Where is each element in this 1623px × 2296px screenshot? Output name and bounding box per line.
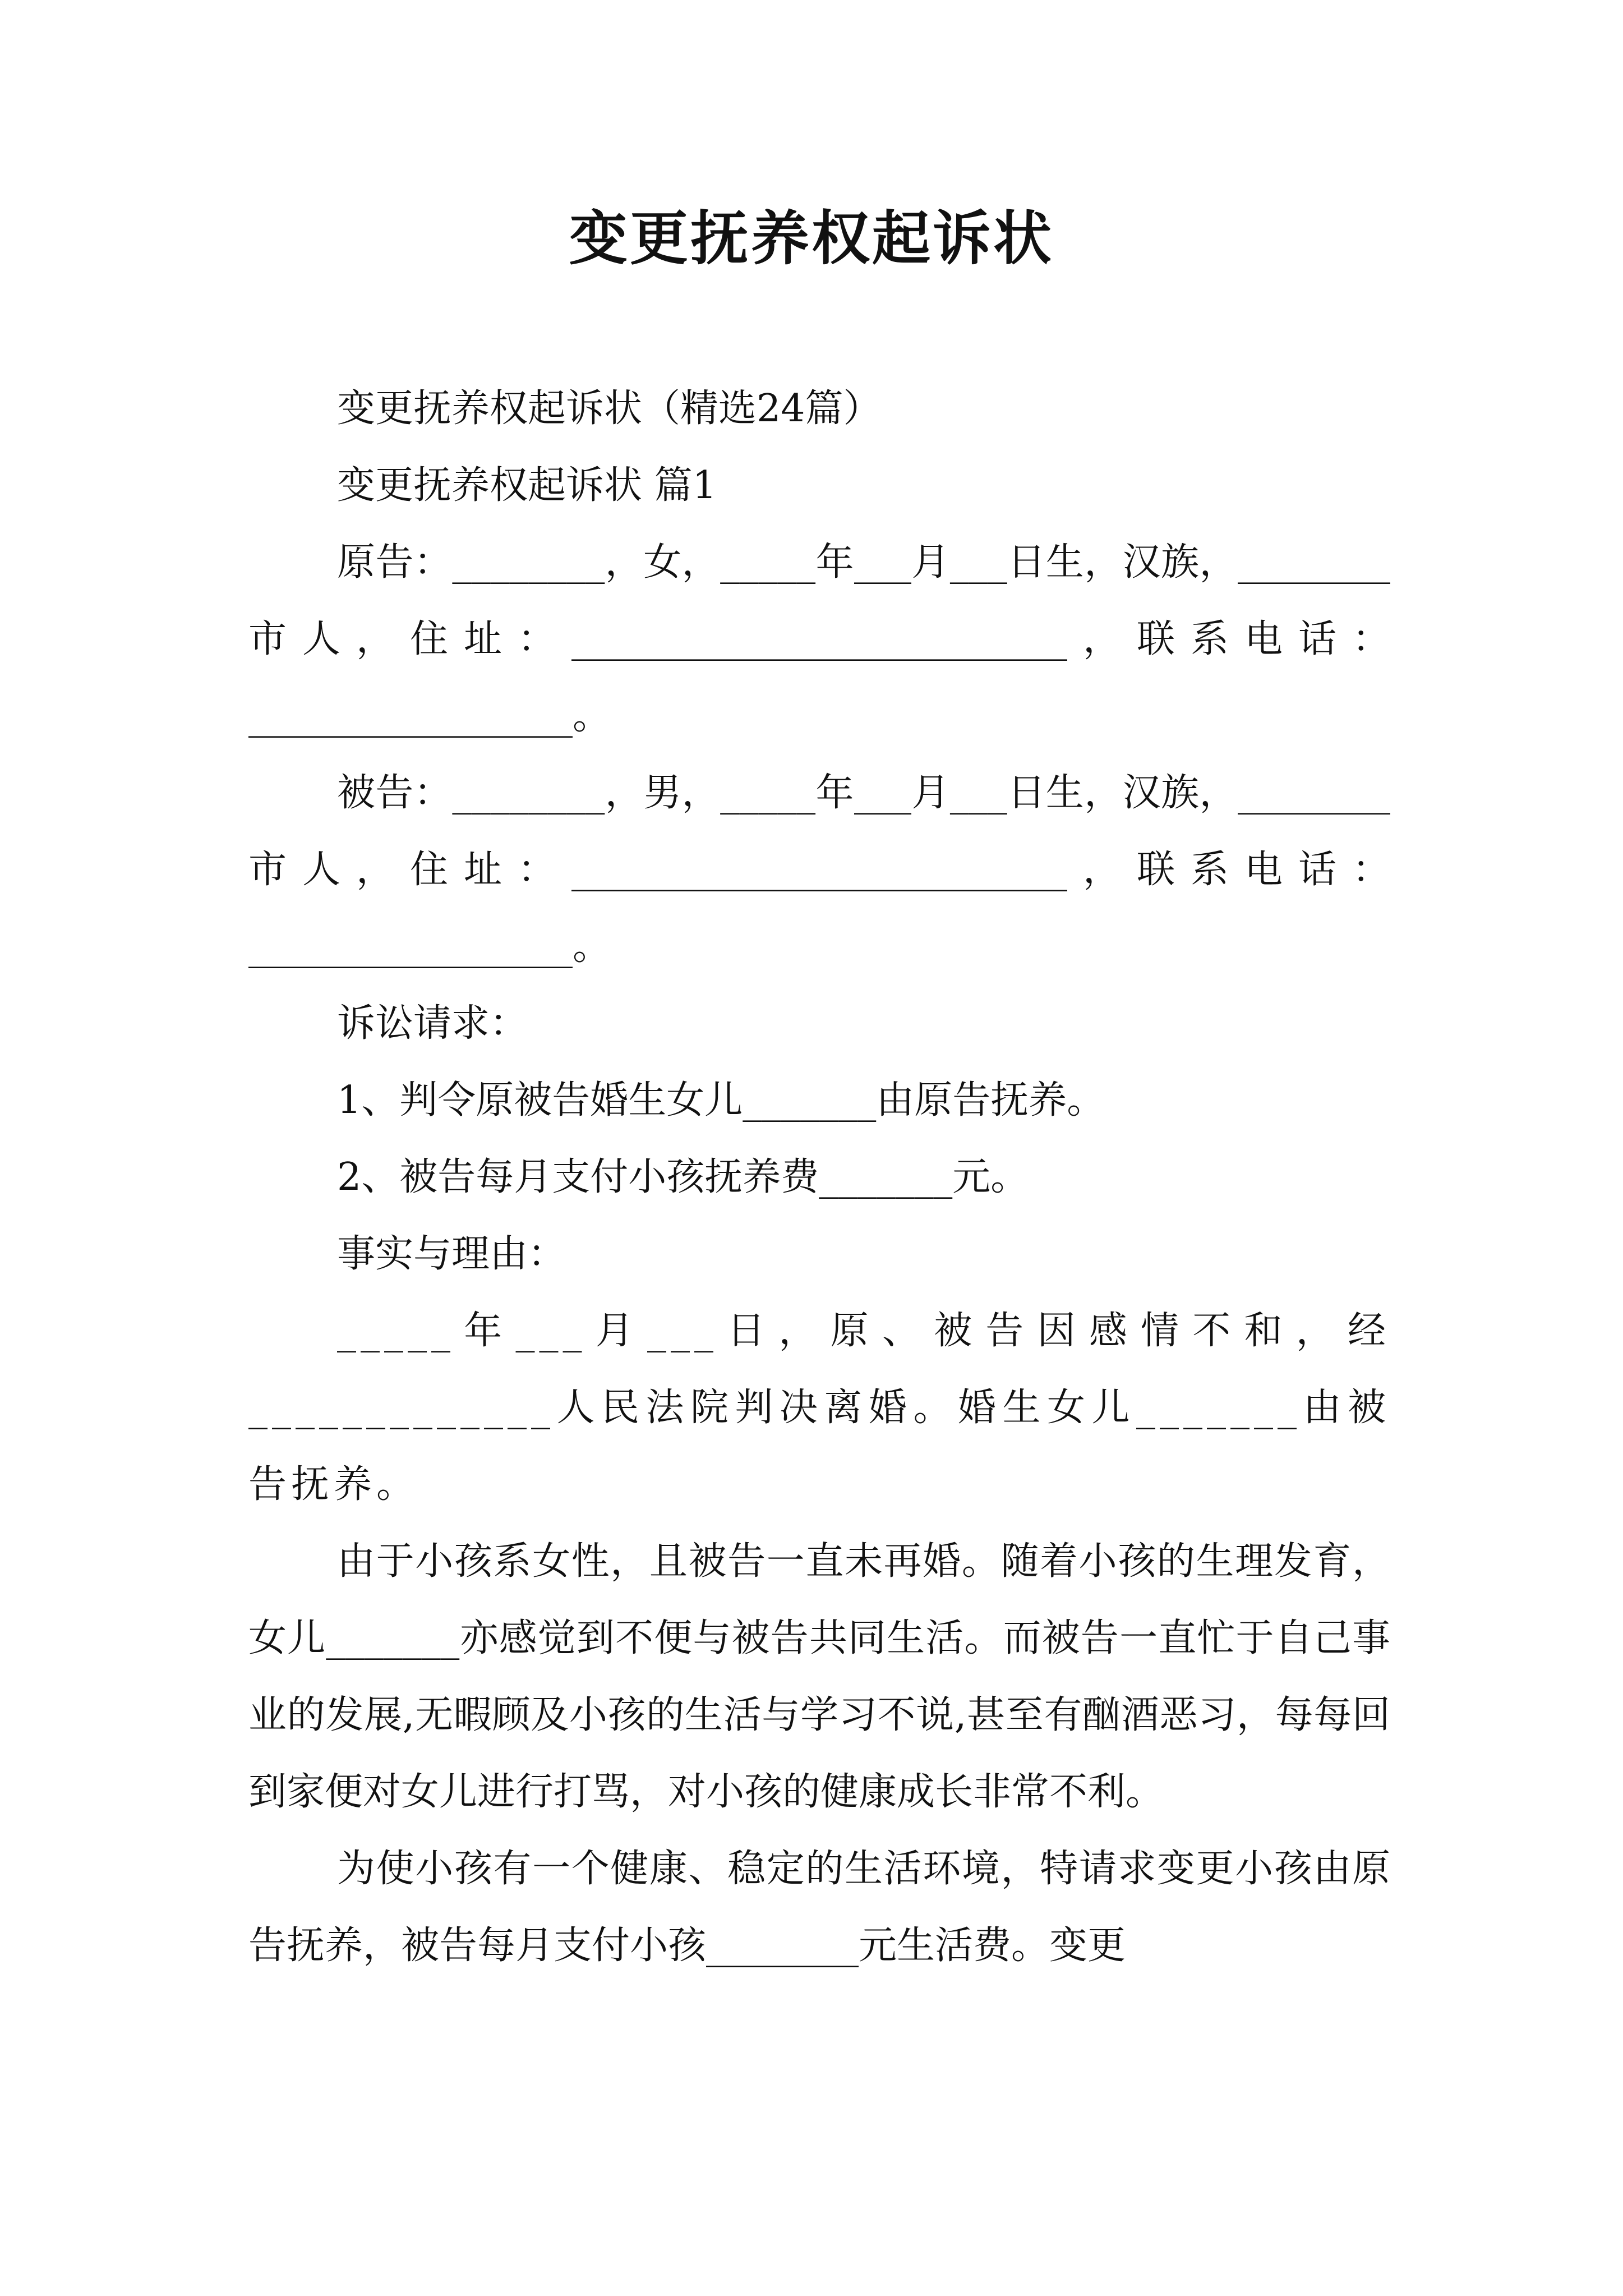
document-title: 变更抚养权起诉状 bbox=[569, 204, 1054, 273]
subtitle-line: 变更抚养权起诉状（精选24篇） bbox=[337, 386, 882, 431]
facts-paragraph-3: 为使小孩有一个健康、稳定的生活环境，特请求变更小孩由原告抚养，被告每月支付小孩________元生活费。变更 bbox=[248, 1847, 1390, 1968]
section-heading: 变更抚养权起诉状 篇1 bbox=[337, 463, 717, 508]
facts-paragraph-2: 由于小孩系女性，且被告一直未再婚。随着小孩的生理发育，女儿_______亦感觉到不便与被告共同生活。而被告一直忙于自己事业的发展,无暇顾及小孩的生活与学习不说,甚至有酗酒恶习，每每回到家便对女儿进行打骂，对小孩的健康成长非常不利。 bbox=[248, 1539, 1390, 1814]
document-body bbox=[248, 370, 1390, 1984]
claim-item-1: 1、判令原被告婚生女儿_______由原告抚养。 bbox=[337, 1078, 1105, 1122]
defendant-info-paragraph: 被告：________，男，_____年___月___日生，汉族，________市人，住址：__________________________，联系电话：_________________。 bbox=[248, 771, 1390, 969]
claims-heading: 诉讼请求： bbox=[337, 1001, 528, 1046]
plaintiff-info-paragraph: 原告：________，女，_____年___月___日生，汉族，________市人，住址：__________________________，联系电话：_________________。 bbox=[248, 540, 1390, 738]
facts-heading: 事实与理由： bbox=[337, 1232, 566, 1276]
facts-paragraph-1: _____年___月___日，原、被告因感情不和，经_____________人民法院判决离婚。婚生女儿_______由被告抚养。 bbox=[248, 1309, 1390, 1507]
claim-item-2: 2、被告每月支付小孩抚养费_______元。 bbox=[337, 1155, 1029, 1199]
